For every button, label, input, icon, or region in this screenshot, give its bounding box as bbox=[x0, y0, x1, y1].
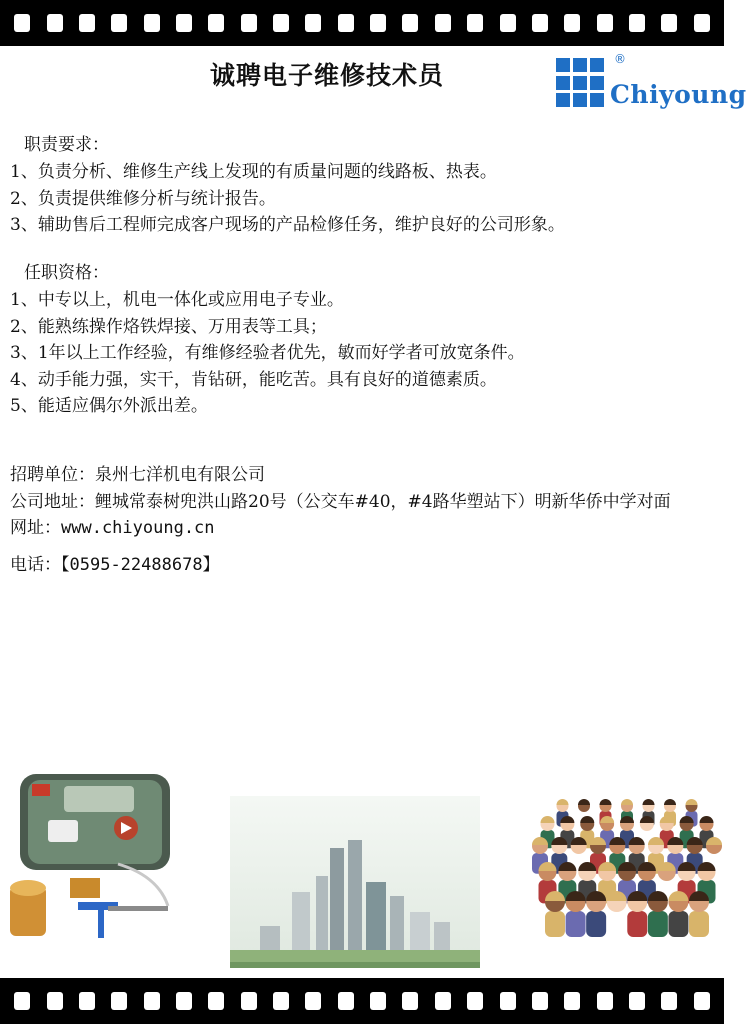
film-hole bbox=[176, 14, 192, 32]
qualification-item: 4、动手能力强，实干，肯钻研，能吃苦。具有良好的道德素质。 bbox=[10, 369, 497, 390]
film-hole bbox=[467, 992, 483, 1010]
film-hole bbox=[661, 992, 677, 1010]
website-row bbox=[10, 515, 710, 542]
film-hole bbox=[14, 14, 30, 32]
film-hole bbox=[532, 14, 548, 32]
film-hole bbox=[532, 992, 548, 1010]
film-hole bbox=[176, 992, 192, 1010]
registered-mark: ® bbox=[614, 52, 626, 66]
duty-item: 1、负责分析、维修生产线上发现的有质量问题的线路板、热表。 bbox=[10, 162, 497, 182]
logo-grid-icon bbox=[556, 58, 606, 108]
film-hole bbox=[564, 992, 580, 1010]
duty-item: 2、负责提供维修分析与统计报告。 bbox=[10, 188, 276, 209]
qualification-item: 2、能熟练操作烙铁焊接、万用表等工具； bbox=[10, 316, 327, 337]
film-hole bbox=[14, 992, 30, 1010]
phone-row bbox=[10, 552, 710, 579]
duties-section bbox=[10, 132, 710, 239]
address-label: 公司地址： bbox=[10, 491, 95, 512]
logo-text: Chiyoung bbox=[610, 80, 747, 109]
duty-item: 3、辅助售后工程师完成客户现场的产品检修任务，维护良好的公司形象。 bbox=[10, 215, 565, 235]
website-link[interactable]: www.chiyoung.cn bbox=[61, 518, 215, 538]
qualifications-heading: 任职资格： bbox=[24, 263, 109, 283]
qualification-item: 5、能适应偶尔外派出差。 bbox=[10, 396, 208, 416]
film-hole bbox=[435, 14, 451, 32]
qualifications-section bbox=[10, 260, 710, 420]
company-row bbox=[10, 462, 710, 489]
film-hole bbox=[111, 992, 127, 1010]
address-row bbox=[10, 489, 710, 516]
company-logo bbox=[556, 52, 747, 114]
film-hole bbox=[338, 14, 354, 32]
film-hole bbox=[47, 992, 63, 1010]
film-hole bbox=[241, 14, 257, 32]
film-hole bbox=[500, 992, 516, 1010]
film-hole bbox=[467, 14, 483, 32]
film-hole bbox=[208, 14, 224, 32]
film-strip-top bbox=[0, 0, 724, 46]
duties-heading: 职责要求： bbox=[24, 135, 109, 155]
qualification-item: 3、1年以上工作经验，有维修经验者优先，敏而好学者可放宽条件。 bbox=[10, 343, 525, 363]
phone-label: 电话： bbox=[10, 554, 61, 575]
film-hole bbox=[564, 14, 580, 32]
film-hole bbox=[597, 992, 613, 1010]
film-hole bbox=[370, 992, 386, 1010]
film-hole bbox=[305, 992, 321, 1010]
film-hole bbox=[273, 992, 289, 1010]
film-hole bbox=[273, 14, 289, 32]
film-hole bbox=[402, 992, 418, 1010]
address-text: 鲤城常泰树兜洪山路20号（公交车#40，#4路华塑站下）明新华侨中学对面 bbox=[95, 491, 671, 512]
film-hole bbox=[79, 992, 95, 1010]
city-skyline-image bbox=[230, 796, 480, 968]
heat-meter-image bbox=[8, 766, 178, 942]
film-hole bbox=[435, 992, 451, 1010]
crowd-people-image bbox=[542, 790, 712, 950]
phone-number: 【0595-22488678】 bbox=[61, 554, 220, 575]
website-label: 网址： bbox=[10, 518, 61, 538]
film-hole bbox=[370, 14, 386, 32]
company-label: 招聘单位： bbox=[10, 465, 95, 485]
film-hole bbox=[661, 14, 677, 32]
film-hole bbox=[111, 14, 127, 32]
film-hole bbox=[305, 14, 321, 32]
film-hole bbox=[500, 14, 516, 32]
contact-info bbox=[10, 462, 710, 578]
film-hole bbox=[144, 14, 160, 32]
company-name: 泉州七洋机电有限公司 bbox=[95, 465, 265, 485]
film-hole bbox=[208, 992, 224, 1010]
film-hole bbox=[629, 14, 645, 32]
page-title: 诚聘电子维修技术员 bbox=[210, 61, 445, 90]
film-hole bbox=[629, 992, 645, 1010]
film-strip-bottom bbox=[0, 978, 724, 1024]
film-hole bbox=[597, 14, 613, 32]
film-hole bbox=[402, 14, 418, 32]
film-hole bbox=[144, 992, 160, 1010]
film-hole bbox=[79, 14, 95, 32]
qualification-item: 1、中专以上，机电一体化或应用电子专业。 bbox=[10, 290, 344, 310]
film-hole bbox=[47, 14, 63, 32]
film-hole bbox=[241, 992, 257, 1010]
film-hole bbox=[694, 992, 710, 1010]
film-hole bbox=[338, 992, 354, 1010]
film-hole bbox=[694, 14, 710, 32]
